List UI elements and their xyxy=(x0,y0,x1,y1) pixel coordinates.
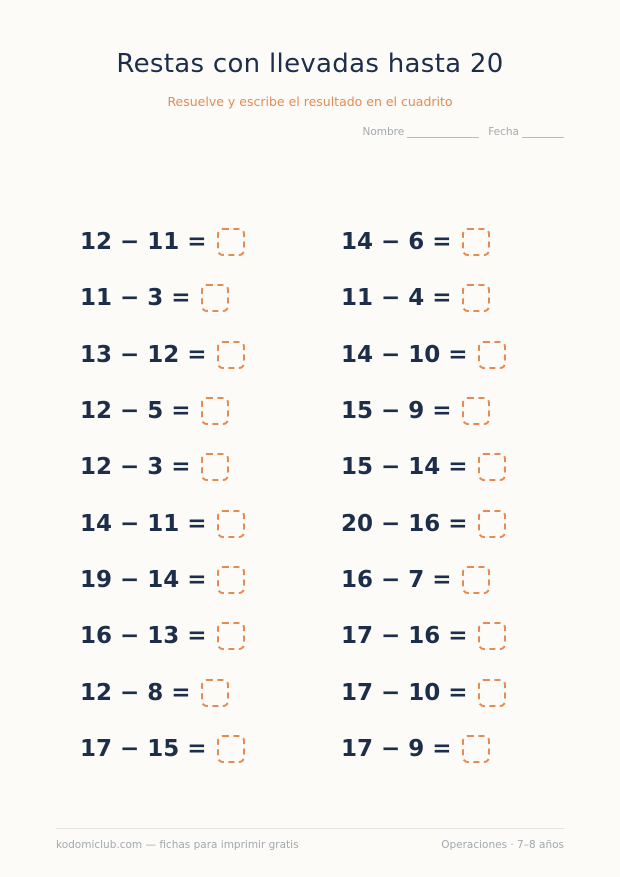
answer-box[interactable] xyxy=(478,453,506,481)
exercise-expression: 17 − 10 = xyxy=(341,679,468,706)
exercise-expression: 12 − 8 = xyxy=(80,679,191,706)
exercise-expression: 13 − 12 = xyxy=(80,341,207,368)
answer-box[interactable] xyxy=(217,622,245,650)
answer-box[interactable] xyxy=(478,679,506,707)
exercise-expression: 17 − 15 = xyxy=(80,735,207,762)
answer-box[interactable] xyxy=(462,284,490,312)
footer-divider xyxy=(56,828,564,829)
page-subtitle: Resuelve y escribe el resultado en el cuadrito xyxy=(167,94,453,109)
exercise-expression: 12 − 11 = xyxy=(80,229,207,256)
exercise-column-left xyxy=(80,214,245,777)
answer-box[interactable] xyxy=(462,397,490,425)
exercise-row xyxy=(341,327,506,383)
exercise-expression: 14 − 11 = xyxy=(80,510,207,537)
answer-box[interactable] xyxy=(217,735,245,763)
exercise-expression: 12 − 3 = xyxy=(80,454,191,481)
exercise-row xyxy=(341,270,506,326)
name-label: Nombre xyxy=(362,126,405,138)
exercise-row xyxy=(80,214,245,270)
exercise-row xyxy=(80,664,245,720)
footer-category: Operaciones · 7–8 años xyxy=(441,839,564,851)
exercise-row xyxy=(341,721,506,777)
exercise-expression: 16 − 7 = xyxy=(341,566,452,593)
exercise-row xyxy=(341,608,506,664)
answer-box[interactable] xyxy=(217,228,245,256)
footer-site: kodomiclub.com — fichas para imprimir gratis xyxy=(56,839,299,851)
exercise-row xyxy=(80,439,245,495)
exercise-expression: 11 − 3 = xyxy=(80,285,191,312)
answer-box[interactable] xyxy=(201,679,229,707)
exercise-row xyxy=(341,552,506,608)
exercise-column-right xyxy=(341,214,506,777)
exercise-row xyxy=(80,270,245,326)
exercise-expression: 15 − 14 = xyxy=(341,454,468,481)
exercise-row xyxy=(341,664,506,720)
exercise-expression: 14 − 10 = xyxy=(341,341,468,368)
answer-box[interactable] xyxy=(462,228,490,256)
exercise-expression: 19 − 14 = xyxy=(80,566,207,593)
exercise-row xyxy=(341,383,506,439)
answer-box[interactable] xyxy=(201,284,229,312)
exercise-row xyxy=(80,552,245,608)
answer-box[interactable] xyxy=(217,566,245,594)
answer-box[interactable] xyxy=(462,566,490,594)
answer-box[interactable] xyxy=(478,622,506,650)
exercise-row xyxy=(80,608,245,664)
page-title: Restas con llevadas hasta 20 xyxy=(116,49,504,79)
answer-box[interactable] xyxy=(478,510,506,538)
answer-box[interactable] xyxy=(462,735,490,763)
name-field[interactable] xyxy=(362,126,479,138)
exercise-expression: 17 − 9 = xyxy=(341,735,452,762)
answer-box[interactable] xyxy=(201,397,229,425)
exercise-row xyxy=(80,383,245,439)
exercise-expression: 20 − 16 = xyxy=(341,510,468,537)
name-line[interactable] xyxy=(407,127,479,138)
exercise-row xyxy=(341,214,506,270)
date-field[interactable] xyxy=(488,126,564,138)
exercise-expression: 15 − 9 = xyxy=(341,398,452,425)
answer-box[interactable] xyxy=(478,341,506,369)
answer-box[interactable] xyxy=(201,453,229,481)
exercise-expression: 14 − 6 = xyxy=(341,229,452,256)
date-line[interactable] xyxy=(522,127,564,138)
student-fields xyxy=(362,126,564,138)
exercise-expression: 12 − 5 = xyxy=(80,398,191,425)
exercise-expression: 17 − 16 = xyxy=(341,623,468,650)
answer-box[interactable] xyxy=(217,341,245,369)
answer-box[interactable] xyxy=(217,510,245,538)
exercise-row xyxy=(80,327,245,383)
exercise-row xyxy=(341,495,506,551)
exercise-expression: 16 − 13 = xyxy=(80,623,207,650)
exercise-row xyxy=(80,495,245,551)
exercise-row xyxy=(341,439,506,495)
date-label: Fecha xyxy=(488,126,519,138)
exercise-row xyxy=(80,721,245,777)
exercise-expression: 11 − 4 = xyxy=(341,285,452,312)
